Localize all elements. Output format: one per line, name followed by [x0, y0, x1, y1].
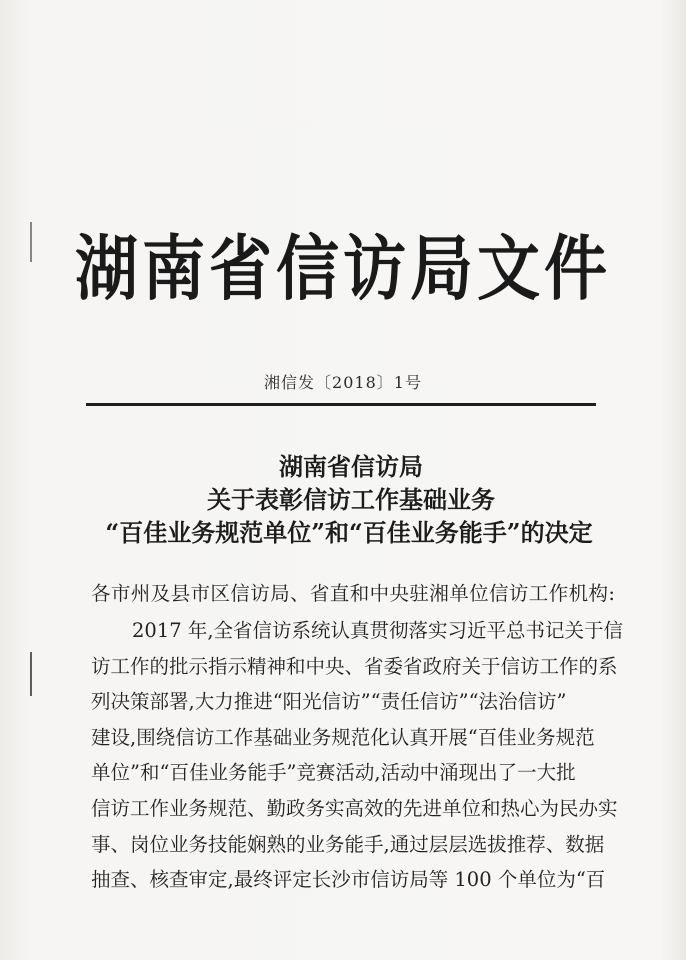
header-divider [86, 403, 596, 406]
body-paragraph [91, 613, 624, 898]
body-line: 列决策部署,大力推进“阳光信访”“责任信访”“法治信访” [91, 690, 567, 714]
document-title-line-1: 湖南省信访局 [279, 452, 423, 481]
document-number: 湘信发〔2018〕1号 [264, 373, 422, 392]
body-line: 2017 年,全省信访系统认真贯彻落实习近平总书记关于信 [132, 619, 624, 642]
body-line: 信访工作业务规范、勤政务实高效的先进单位和热心为民办实 [91, 796, 618, 820]
document-title-line-3: “百佳业务规范单位”和“百佳业务能手”的决定 [105, 518, 593, 547]
body-line: 抽查、核查审定,最终评定长沙市信访局等 100 个单位为“百 [91, 868, 606, 892]
body-line: 访工作的批示指示精神和中央、省委省政府关于信访工作的系 [91, 654, 618, 678]
body-line: 建设,围绕信访工作基础业务规范化认真开展“百佳业务规范 [91, 725, 595, 749]
body-line: 单位”和“百佳业务能手”竞赛活动,活动中涌现出了一大批 [91, 761, 576, 785]
scan-artifact-mark [30, 652, 32, 696]
document-title-line-2: 关于表彰信访工作基础业务 [207, 485, 495, 514]
salutation: 各市州及县市区信访局、省直和中央驻湘单位信访工作机构: [91, 582, 616, 605]
agency-title: 湖南省信访局文件 [75, 228, 611, 310]
body-line: 事、岗位业务技能娴熟的业务能手,通过层层选拔推荐、数据 [91, 832, 605, 856]
